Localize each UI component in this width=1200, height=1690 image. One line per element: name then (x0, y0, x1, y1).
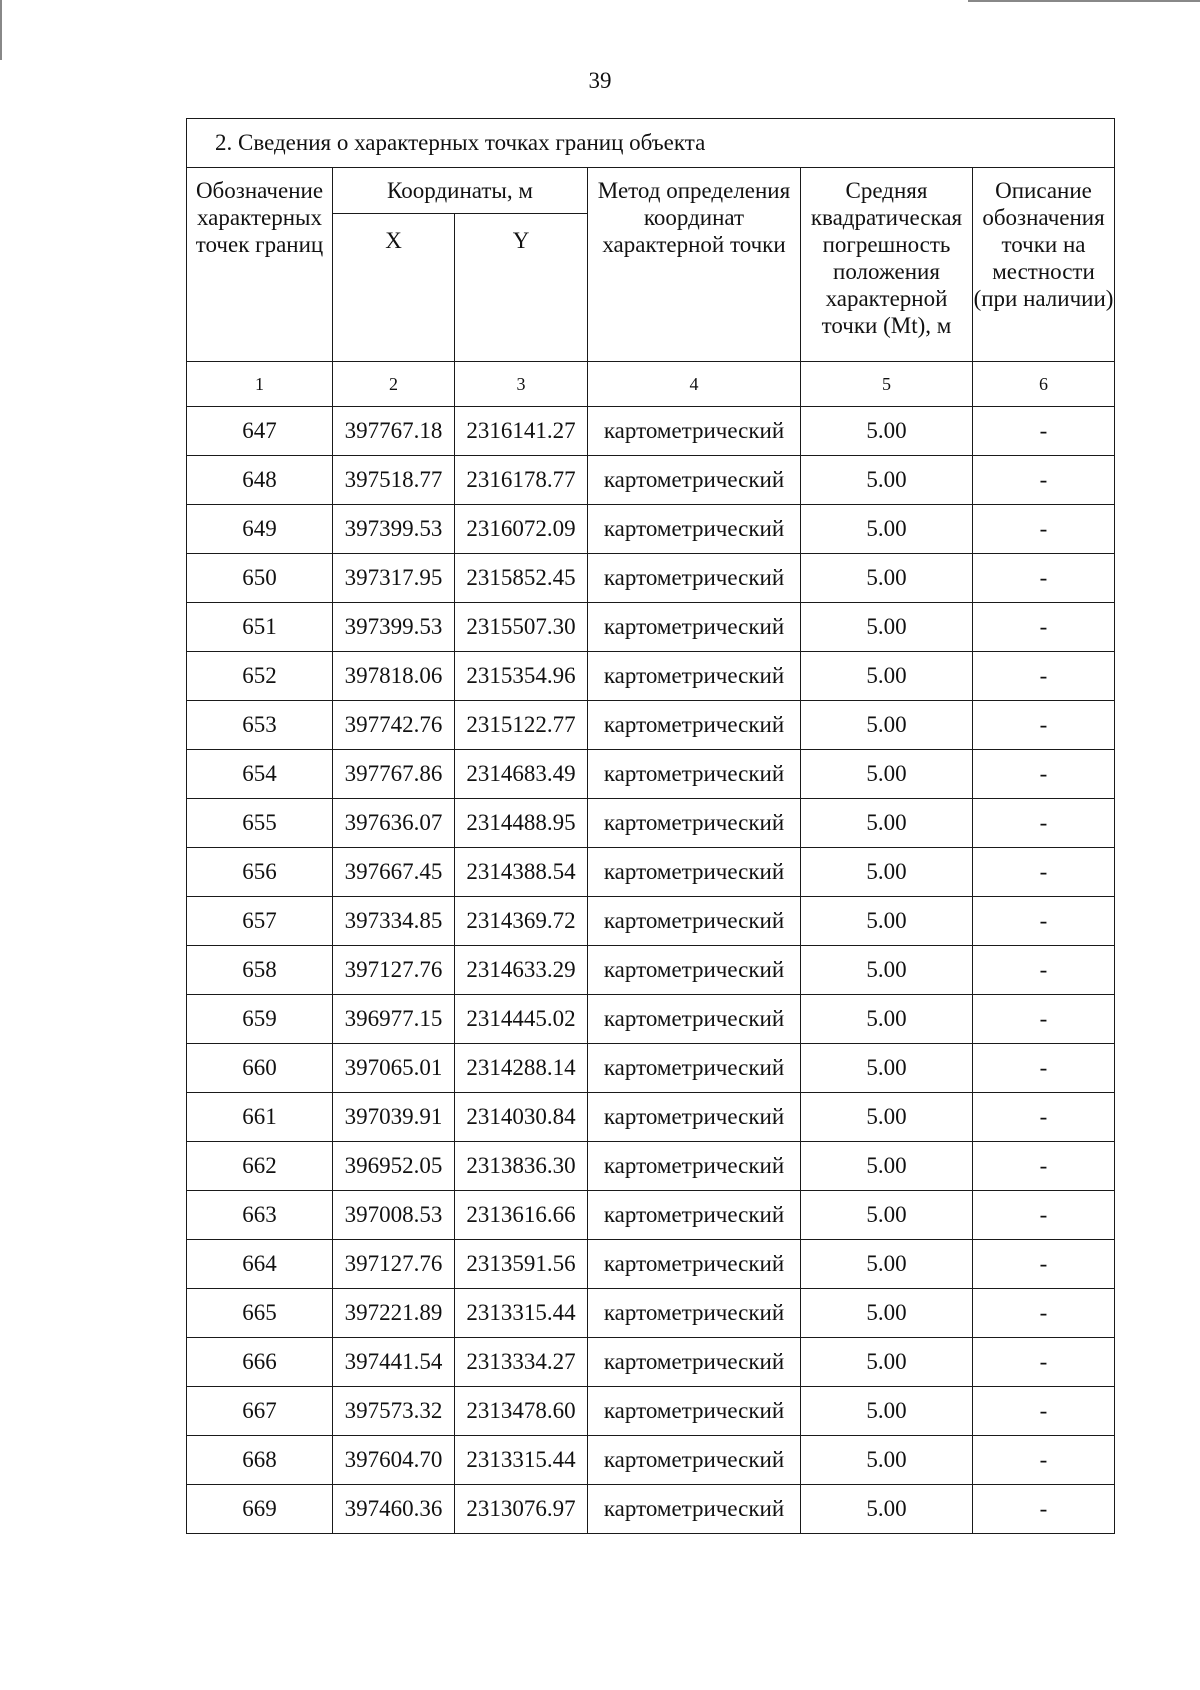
table-row (187, 1338, 1115, 1387)
error-cell: 5.00 (801, 946, 973, 995)
point-cell: 648 (187, 456, 333, 505)
y-coordinate-cell: 2315354.96 (455, 652, 588, 701)
table-row (187, 897, 1115, 946)
error-cell: 5.00 (801, 1093, 973, 1142)
y-coordinate-cell: 2313591.56 (455, 1240, 588, 1289)
point-cell: 662 (187, 1142, 333, 1191)
description-cell: - (973, 603, 1115, 652)
description-cell: - (973, 995, 1115, 1044)
point-cell: 652 (187, 652, 333, 701)
column-number-row (187, 362, 1115, 407)
method-cell: картометрический (588, 1044, 801, 1093)
description-cell: - (973, 848, 1115, 897)
point-cell: 651 (187, 603, 333, 652)
header-y: Y (455, 214, 588, 362)
point-cell: 657 (187, 897, 333, 946)
description-cell: - (973, 554, 1115, 603)
y-coordinate-cell: 2314445.02 (455, 995, 588, 1044)
point-cell: 653 (187, 701, 333, 750)
table-row (187, 652, 1115, 701)
y-coordinate-cell: 2313478.60 (455, 1387, 588, 1436)
scan-border-line (968, 0, 1200, 2)
table-row (187, 750, 1115, 799)
table-row (187, 456, 1115, 505)
point-cell: 656 (187, 848, 333, 897)
method-cell: картометрический (588, 407, 801, 456)
error-cell: 5.00 (801, 1142, 973, 1191)
page-number: 39 (588, 68, 612, 93)
table-row (187, 946, 1115, 995)
point-cell: 668 (187, 1436, 333, 1485)
method-cell: картометрический (588, 750, 801, 799)
error-cell: 5.00 (801, 1044, 973, 1093)
error-cell: 5.00 (801, 1485, 973, 1534)
y-coordinate-cell: 2313334.27 (455, 1338, 588, 1387)
x-coordinate-cell: 397008.53 (333, 1191, 455, 1240)
x-coordinate-cell: 397399.53 (333, 505, 455, 554)
error-cell: 5.00 (801, 701, 973, 750)
table-row (187, 701, 1115, 750)
section-title: 2. Сведения о характерных точках границ объекта (187, 119, 1115, 168)
x-coordinate-cell: 397221.89 (333, 1289, 455, 1338)
method-cell: картометрический (588, 456, 801, 505)
method-cell: картометрический (588, 1387, 801, 1436)
point-cell: 665 (187, 1289, 333, 1338)
table-row (187, 1191, 1115, 1240)
method-cell: картометрический (588, 995, 801, 1044)
error-cell: 5.00 (801, 1289, 973, 1338)
description-cell: - (973, 1191, 1115, 1240)
description-cell: - (973, 1387, 1115, 1436)
y-coordinate-cell: 2313315.44 (455, 1289, 588, 1338)
y-coordinate-cell: 2314633.29 (455, 946, 588, 995)
y-coordinate-cell: 2314369.72 (455, 897, 588, 946)
point-cell: 655 (187, 799, 333, 848)
table-row (187, 1240, 1115, 1289)
method-cell: картометрический (588, 897, 801, 946)
x-coordinate-cell: 397742.76 (333, 701, 455, 750)
error-cell: 5.00 (801, 554, 973, 603)
table-row (187, 799, 1115, 848)
description-cell: - (973, 1436, 1115, 1485)
error-cell: 5.00 (801, 505, 973, 554)
method-cell: картометрический (588, 652, 801, 701)
x-coordinate-cell: 397317.95 (333, 554, 455, 603)
description-cell: - (973, 407, 1115, 456)
method-cell: картометрический (588, 1142, 801, 1191)
description-cell: - (973, 1093, 1115, 1142)
x-coordinate-cell: 397127.76 (333, 1240, 455, 1289)
point-cell: 650 (187, 554, 333, 603)
y-coordinate-cell: 2313616.66 (455, 1191, 588, 1240)
method-cell: картометрический (588, 505, 801, 554)
y-coordinate-cell: 2316178.77 (455, 456, 588, 505)
table-row (187, 1044, 1115, 1093)
description-cell: - (973, 750, 1115, 799)
table-row (187, 603, 1115, 652)
scan-border-line (0, 0, 2, 60)
y-coordinate-cell: 2313315.44 (455, 1436, 588, 1485)
description-cell: - (973, 1485, 1115, 1534)
header-designation: Обозначение характерных точек границ (187, 168, 333, 362)
method-cell: картометрический (588, 554, 801, 603)
point-cell: 654 (187, 750, 333, 799)
method-cell: картометрический (588, 1240, 801, 1289)
description-cell: - (973, 1240, 1115, 1289)
y-coordinate-cell: 2314488.95 (455, 799, 588, 848)
header-coordinates: Координаты, м (333, 168, 588, 214)
point-cell: 663 (187, 1191, 333, 1240)
point-cell: 667 (187, 1387, 333, 1436)
description-cell: - (973, 652, 1115, 701)
method-cell: картометрический (588, 1485, 801, 1534)
method-cell: картометрический (588, 1436, 801, 1485)
table-row (187, 505, 1115, 554)
point-cell: 664 (187, 1240, 333, 1289)
error-cell: 5.00 (801, 897, 973, 946)
description-cell: - (973, 701, 1115, 750)
x-coordinate-cell: 397667.45 (333, 848, 455, 897)
header-method: Метод определения координат характерной точки (588, 168, 801, 362)
column-number: 4 (588, 362, 801, 407)
table-row (187, 407, 1115, 456)
header-x: X (333, 214, 455, 362)
header-row (187, 168, 1115, 214)
error-cell: 5.00 (801, 407, 973, 456)
header-description: Описание обозначения точки на местности (при наличии) (973, 168, 1115, 362)
point-cell: 661 (187, 1093, 333, 1142)
error-cell: 5.00 (801, 1240, 973, 1289)
error-cell: 5.00 (801, 603, 973, 652)
y-coordinate-cell: 2313076.97 (455, 1485, 588, 1534)
x-coordinate-cell: 397767.86 (333, 750, 455, 799)
boundary-points-table (186, 118, 1115, 1534)
error-cell: 5.00 (801, 456, 973, 505)
point-cell: 666 (187, 1338, 333, 1387)
y-coordinate-cell: 2313836.30 (455, 1142, 588, 1191)
y-coordinate-cell: 2314683.49 (455, 750, 588, 799)
x-coordinate-cell: 397604.70 (333, 1436, 455, 1485)
table-row (187, 1485, 1115, 1534)
method-cell: картометрический (588, 701, 801, 750)
description-cell: - (973, 1044, 1115, 1093)
x-coordinate-cell: 397636.07 (333, 799, 455, 848)
x-coordinate-cell: 397767.18 (333, 407, 455, 456)
x-coordinate-cell: 397039.91 (333, 1093, 455, 1142)
table-row (187, 995, 1115, 1044)
y-coordinate-cell: 2314288.14 (455, 1044, 588, 1093)
error-cell: 5.00 (801, 750, 973, 799)
table-row (187, 1289, 1115, 1338)
point-cell: 658 (187, 946, 333, 995)
column-number: 3 (455, 362, 588, 407)
error-cell: 5.00 (801, 652, 973, 701)
header-error: Средняя квадратическая погрешность положения характерной точки (Mt), м (801, 168, 973, 362)
table-row (187, 1436, 1115, 1485)
table-title-row (187, 119, 1115, 168)
error-cell: 5.00 (801, 848, 973, 897)
x-coordinate-cell: 396977.15 (333, 995, 455, 1044)
method-cell: картометрический (588, 603, 801, 652)
description-cell: - (973, 505, 1115, 554)
column-number: 2 (333, 362, 455, 407)
method-cell: картометрический (588, 799, 801, 848)
description-cell: - (973, 897, 1115, 946)
x-coordinate-cell: 397460.36 (333, 1485, 455, 1534)
method-cell: картометрический (588, 946, 801, 995)
x-coordinate-cell: 397334.85 (333, 897, 455, 946)
table-row (187, 1387, 1115, 1436)
error-cell: 5.00 (801, 995, 973, 1044)
x-coordinate-cell: 397518.77 (333, 456, 455, 505)
table-row (187, 848, 1115, 897)
method-cell: картометрический (588, 848, 801, 897)
table-row (187, 554, 1115, 603)
x-coordinate-cell: 397441.54 (333, 1338, 455, 1387)
x-coordinate-cell: 397573.32 (333, 1387, 455, 1436)
x-coordinate-cell: 397127.76 (333, 946, 455, 995)
column-number: 5 (801, 362, 973, 407)
point-cell: 660 (187, 1044, 333, 1093)
description-cell: - (973, 456, 1115, 505)
error-cell: 5.00 (801, 799, 973, 848)
error-cell: 5.00 (801, 1191, 973, 1240)
x-coordinate-cell: 397065.01 (333, 1044, 455, 1093)
error-cell: 5.00 (801, 1436, 973, 1485)
method-cell: картометрический (588, 1093, 801, 1142)
y-coordinate-cell: 2314030.84 (455, 1093, 588, 1142)
x-coordinate-cell: 396952.05 (333, 1142, 455, 1191)
y-coordinate-cell: 2315507.30 (455, 603, 588, 652)
method-cell: картометрический (588, 1338, 801, 1387)
y-coordinate-cell: 2316072.09 (455, 505, 588, 554)
table-row (187, 1142, 1115, 1191)
x-coordinate-cell: 397818.06 (333, 652, 455, 701)
column-number: 1 (187, 362, 333, 407)
error-cell: 5.00 (801, 1338, 973, 1387)
y-coordinate-cell: 2316141.27 (455, 407, 588, 456)
table-body (187, 119, 1115, 1534)
method-cell: картометрический (588, 1289, 801, 1338)
description-cell: - (973, 946, 1115, 995)
x-coordinate-cell: 397399.53 (333, 603, 455, 652)
description-cell: - (973, 1289, 1115, 1338)
table-row (187, 1093, 1115, 1142)
y-coordinate-cell: 2314388.54 (455, 848, 588, 897)
point-cell: 669 (187, 1485, 333, 1534)
description-cell: - (973, 1338, 1115, 1387)
error-cell: 5.00 (801, 1387, 973, 1436)
point-cell: 647 (187, 407, 333, 456)
method-cell: картометрический (588, 1191, 801, 1240)
description-cell: - (973, 1142, 1115, 1191)
point-cell: 659 (187, 995, 333, 1044)
description-cell: - (973, 799, 1115, 848)
y-coordinate-cell: 2315122.77 (455, 701, 588, 750)
y-coordinate-cell: 2315852.45 (455, 554, 588, 603)
point-cell: 649 (187, 505, 333, 554)
column-number: 6 (973, 362, 1115, 407)
